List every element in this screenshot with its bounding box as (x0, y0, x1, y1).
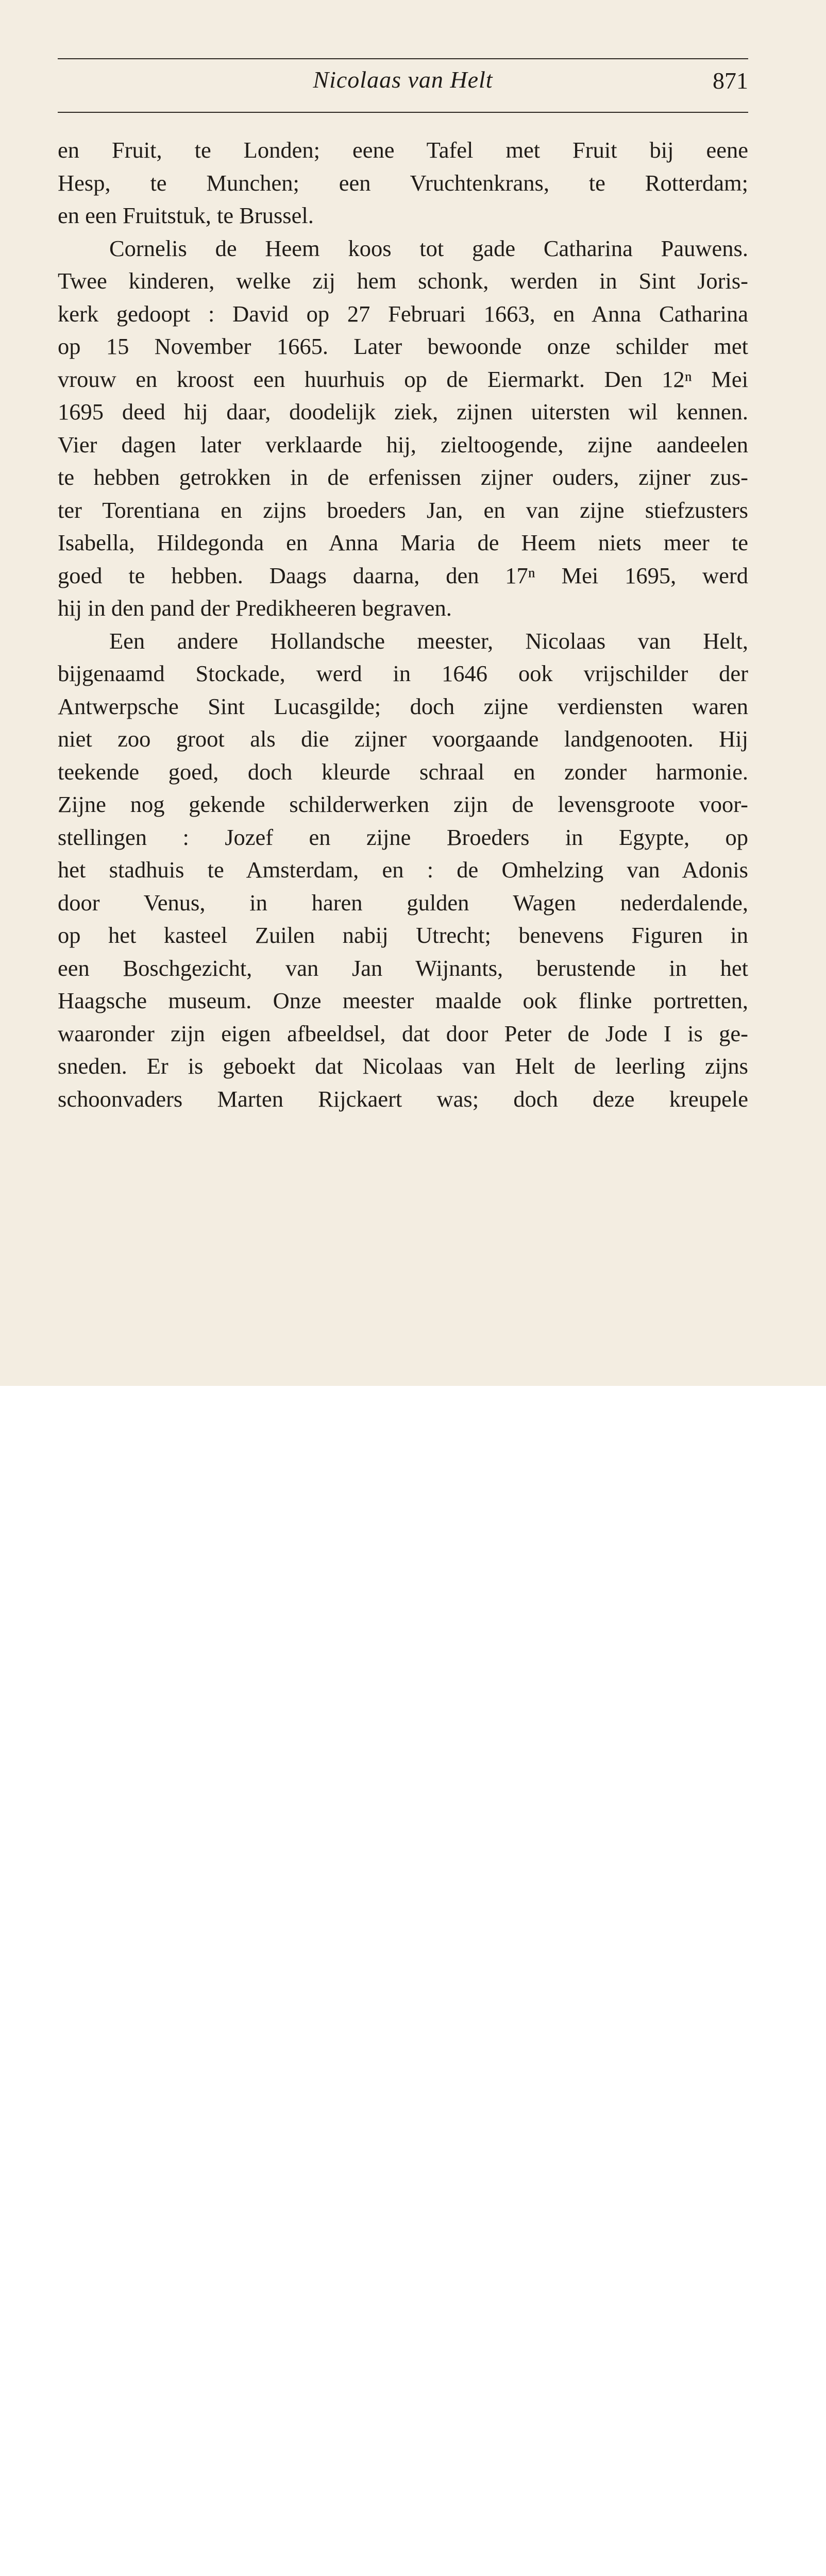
text-line: door Venus, in haren gulden Wagen nederdalende, (58, 889, 748, 916)
header-rule-top (58, 58, 748, 59)
page-number: 871 (713, 67, 748, 94)
text-line: vrouw en kroost een huurhuis op de Eiermarkt. Den 12ⁿ Mei (58, 366, 748, 392)
text-line: bijgenaamd Stockade, werd in 1646 ook vrijschilder der (58, 660, 748, 686)
text-line: Hesp, te Munchen; een Vruchtenkrans, te Rotterdam; (58, 170, 748, 196)
text-line: op 15 November 1665. Later bewoonde onze schilder met (58, 333, 748, 359)
text-line: Een andere Hollandsche meester, Nicolaas van Helt, (109, 628, 748, 654)
text-line: sneden. Er is geboekt dat Nicolaas van Helt de leerling zijns (58, 1053, 748, 1079)
text-line: het stadhuis te Amsterdam, en : de Omhelzing van Adonis (58, 857, 748, 883)
text-line: en Fruit, te Londen; eene Tafel met Fruit bij eene (58, 137, 748, 163)
text-line: waaronder zijn eigen afbeeldsel, dat door Peter de Jode I is ge- (58, 1020, 748, 1046)
text-line: Cornelis de Heem koos tot gade Catharina Pauwens. (109, 235, 748, 261)
text-line: hij in den pand der Predikheeren begraven. (58, 595, 452, 621)
text-line: een Boschgezicht, van Jan Wijnants, berustende in het (58, 955, 748, 981)
text-line: schoonvaders Marten Rijckaert was; doch deze kreupele (58, 1086, 748, 1112)
text-line: Vier dagen later verklaarde hij, zieltoogende, zijne aandeelen (58, 431, 748, 457)
body-text (58, 134, 748, 1115)
text-line: teekende goed, doch kleurde schraal en zonder harmonie. (58, 758, 748, 785)
text-line: stellingen : Jozef en zijne Broeders in Egypte, op (58, 824, 748, 850)
text-line: Zijne nog gekende schilderwerken zijn de levensgroote voor- (58, 791, 748, 817)
text-line: goed te hebben. Daags daarna, den 17ⁿ Mei 1695, werd (58, 562, 748, 588)
viewer-footer (0, 1386, 826, 1442)
header-rule-bottom (58, 112, 748, 113)
text-line: op het kasteel Zuilen nabij Utrecht; benevens Figuren in (58, 922, 748, 948)
text-line: niet zoo groot als die zijner voorgaande landgenooten. Hij (58, 726, 748, 752)
text-line: Twee kinderen, welke zij hem schonk, werden in Sint Joris- (58, 268, 748, 294)
running-title: Nicolaas van Helt (313, 66, 493, 93)
text-line: Isabella, Hildegonda en Anna Maria de Heem niets meer te (58, 530, 748, 555)
text-line: ter Torentiana en zijns broeders Jan, en van zijne stiefzusters (58, 497, 748, 523)
text-line: te hebben getrokken in de erfenissen zijner ouders, zijner zus- (58, 464, 748, 490)
text-line: en een Fruitstuk, te Brussel. (58, 202, 314, 228)
text-line: Haagsche museum. Onze meester maalde ook flinke portretten, (58, 988, 748, 1013)
text-line: kerk gedoopt : David op 27 Februari 1663, en Anna Catharina (58, 300, 748, 327)
text-line: 1695 deed hij daar, doodelijk ziek, zijnen uitersten wil kennen. (58, 399, 748, 425)
text-line: Antwerpsche Sint Lucasgilde; doch zijne verdiensten waren (58, 693, 748, 719)
